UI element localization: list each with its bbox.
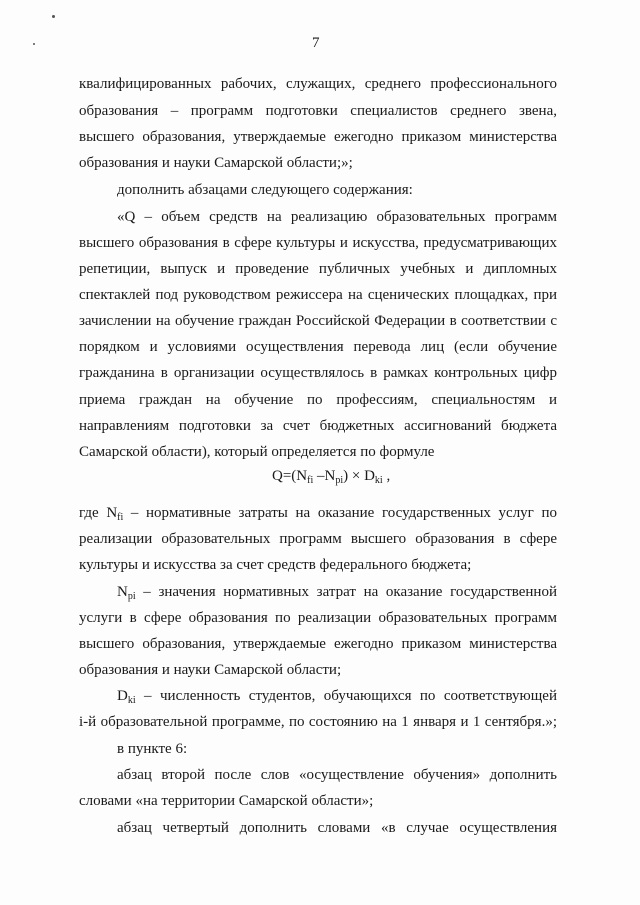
text-line: высшего образования, утверждаемые ежегодно приказом министерства (79, 129, 557, 145)
text-line: спектаклей под руководством режиссера на сценических площадках, при (79, 287, 557, 303)
text-line: услуги в сфере образования по реализации образовательных программ (79, 610, 557, 626)
definition-nfi (79, 504, 557, 527)
text-line: словами «на территории Самарской области»; (79, 793, 374, 809)
formula-part: , (382, 468, 391, 484)
formula-subscript: pi (335, 475, 344, 486)
text-line: приема граждан на обучение по профессиям, специальностям и (79, 392, 557, 408)
text-line: порядком и условиями осуществления перевода лиц (если обучение (79, 339, 557, 355)
formula-part: –N (313, 468, 336, 484)
definition-npi (117, 583, 557, 606)
text-line: гражданина в организации осуществлялось в рамках контрольных цифр (79, 365, 557, 381)
formula (272, 468, 390, 486)
text-line: реализации образовательных программ высшего образования в сфере (79, 531, 557, 547)
scan-speck (52, 15, 55, 18)
definition-text: – численность студентов, обучающихся по соответствующей (135, 688, 557, 704)
scan-speck (33, 43, 35, 45)
definition-subscript: ki (127, 695, 136, 706)
text-line: квалифицированных рабочих, служащих, среднего профессионального (79, 76, 557, 92)
definition-symbol: D (117, 688, 128, 704)
page-number: 7 (312, 35, 320, 51)
definition-symbol: где N (79, 505, 118, 521)
text-line: дополнить абзацами следующего содержания: (117, 182, 413, 198)
text-line: в пункте 6: (117, 741, 188, 757)
text-line: образования и науки Самарской области;»; (79, 155, 353, 171)
text-line: образования – программ подготовки специалистов среднего звена, (79, 103, 557, 119)
text-line: Самарской области), который определяется по формуле (79, 444, 435, 460)
definition-dki (117, 687, 557, 710)
definition-subscript: pi (127, 591, 136, 602)
text-line: абзац четвертый дополнить словами «в случае осуществления (117, 820, 557, 836)
definition-text: – значения нормативных затрат на оказание государственной (135, 584, 557, 600)
formula-part: Q=(N (272, 468, 308, 484)
definition-symbol: N (117, 584, 128, 600)
text-line: высшего образования в сфере культуры и искусства, предусматривающих (79, 235, 557, 251)
text-line: культуры и искусства за счет средств федерального бюджета; (79, 557, 472, 573)
text-line: «Q – объем средств на реализацию образовательных программ (117, 209, 557, 225)
text-line: образования и науки Самарской области; (79, 662, 342, 678)
formula-subscript: fi (307, 475, 314, 486)
text-line: зачислении на обучение граждан Российской Федерации в соответствии с (79, 313, 557, 329)
text-line: высшего образования, утверждаемые ежегодно приказом министерства (79, 636, 557, 652)
text-line: репетиции, выпуск и проведение публичных учебных и дипломных (79, 261, 557, 277)
text-line: i-й образовательной программе, по состоянию на 1 января и 1 сентября.»; (79, 714, 557, 730)
text-line: абзац второй после слов «осуществление обучения» дополнить (117, 767, 557, 783)
formula-subscript: ki (374, 475, 383, 486)
definition-subscript: fi (117, 512, 124, 523)
definition-text: – нормативные затраты на оказание государственных услуг по (123, 505, 557, 521)
text-line: направлениям подготовки за счет бюджетных ассигнований бюджета (79, 418, 557, 434)
formula-part: ) × D (343, 468, 375, 484)
